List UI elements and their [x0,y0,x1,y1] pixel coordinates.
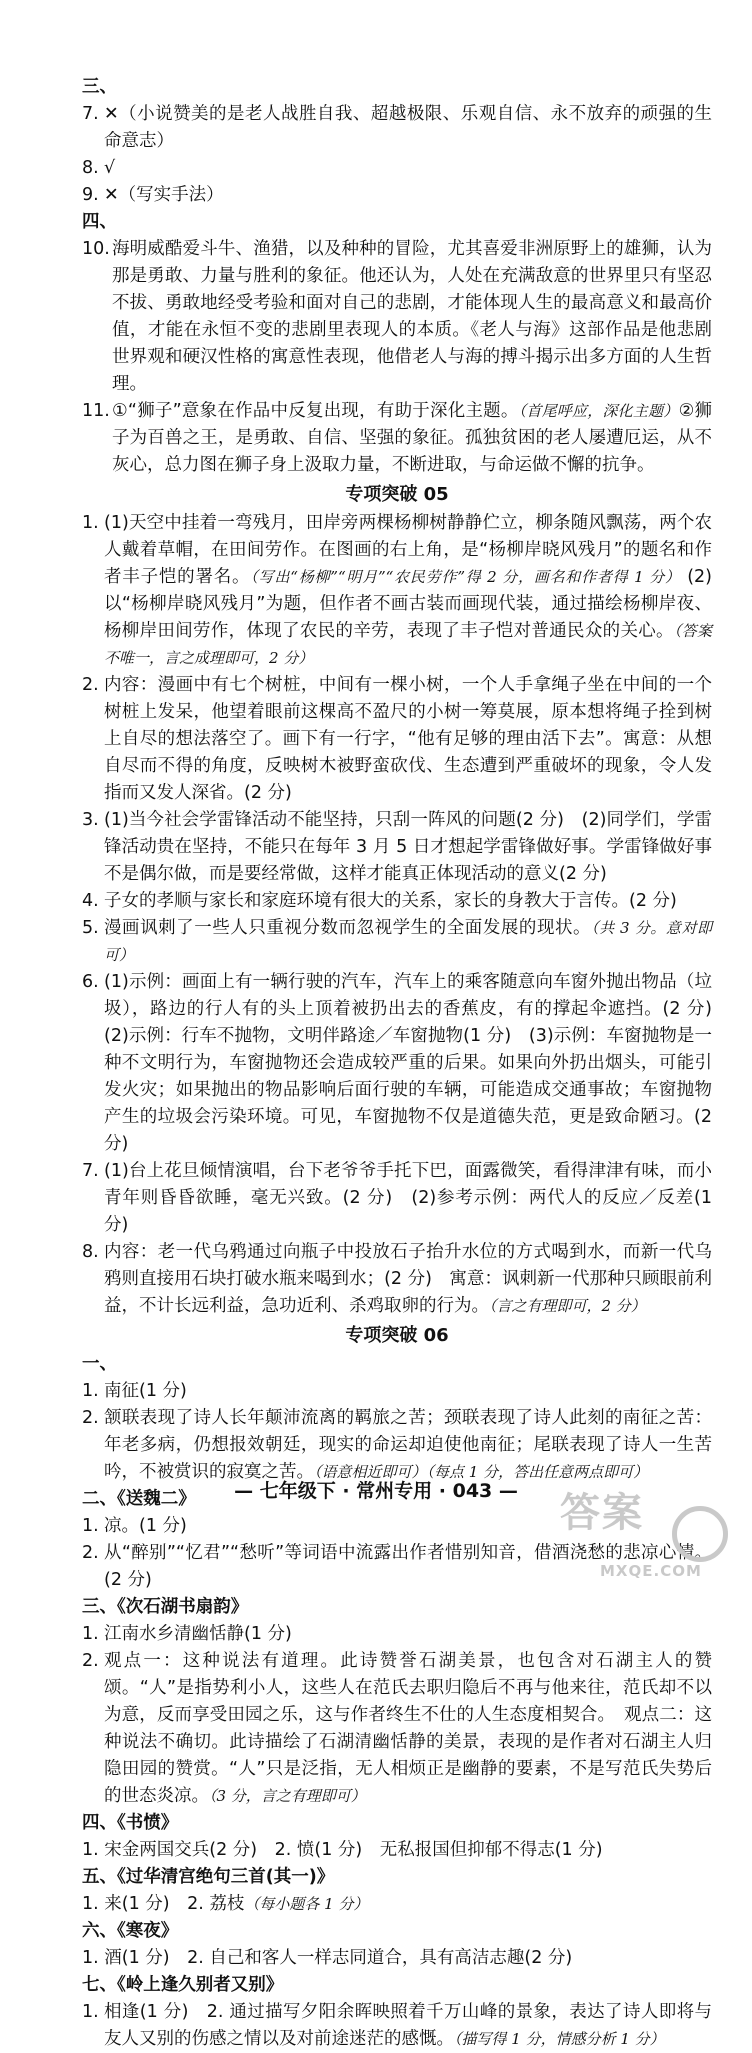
section-heading: 三、《次石湖书扇韵》 [82,1597,249,1617]
answer-item [82,510,712,672]
answer-item [82,1999,712,2053]
item-number: 5. [82,918,99,938]
scoring-note: （描写得 1 分，情感分析 1 分） [454,2030,665,2048]
answer-item [82,1621,712,1648]
item-text: 1. 来(1 分) 2. 荔枝 [82,1894,245,1914]
item-text: (1)天空中挂着一弯残月，田岸旁两棵杨柳树静静伫立，柳条随风飘荡，两个农人戴着草帽，在田间劳作。在图画的右上角，是“杨柳岸晓风残月”的题名和作者丰子恺的署名。 [104,513,712,587]
item-text: 子女的孝顺与家长和家庭环境有很大的关系，家长的身教大于言传。(2 分) [104,891,677,911]
item-number: 3. [82,810,99,830]
item-text: 从“醉别”“忆君”“愁听”等词语中流露出作者惜别知音，借酒浇愁的悲凉心情。(2 分) [104,1543,712,1590]
item-text: 漫画讽刺了一些人只重视分数而忽视学生的全面发展的现状。 [104,918,592,938]
scoring-note: （共 3 分。意对即可） [104,919,712,964]
item-text: (1)示例：画面上有一辆行驶的汽车，汽车上的乘客随意向车窗外抛出物品（垃圾），路边的行人有的头上顶着被扔出去的香蕉皮，有的撑起伞遮挡。(2 分) (2)示例：行车不抛物，文明伴路途／车窗抛物(1 分) (3)示例：车窗抛物是一种不文明行为，车窗抛物还会造成较严重的后果。如果向外扔出烟头，可能引发火灾；如果抛出的物品影响后面行驶的车辆，可能造成交通事故；车窗抛物产生的垃圾会污染环境。可见，车窗抛物不仅是道德失范，更是致命陋习。(2 分) [104,972,730,1154]
item-number: 2. [82,1408,99,1428]
item-text: ①“狮子”意象在作品中反复出现，有助于深化主题。 [112,401,519,421]
item-number: 4. [82,891,99,911]
scoring-note: （语意相近即可）（每点 1 分，答出任意两点即可） [314,1463,649,1481]
item-text: 颔联表现了诗人长年颠沛流离的羁旅之苦；颈联表现了诗人此刻的南征之苦：年老多病，仍想报效朝廷，现实的命运却迫使他南征；尾联表现了诗人一生苦吟，不被赏识的寂寞之苦。 [104,1408,712,1482]
item-number: 7. [82,1161,99,1181]
scoring-note: （言之有理即可，2 分） [489,1297,646,1315]
answer-item [82,398,712,479]
answer-line: 1. 宋金两国交兵(2 分) 2. 愤(1 分) 无私报国但抑郁不得志(1 分) [82,1840,603,1860]
answer-item [82,807,712,888]
item-number: 6. [82,972,99,992]
scoring-note: （写出“杨柳”“明月”“农民劳作”得 2 分，画名和作者得 1 分） [250,568,681,586]
item-text: 海明威酷爱斗牛、渔猎，以及种种的冒险，尤其喜爱非洲原野上的雄狮，认为那是勇敢、力量与胜利的象征。他还认为，人处在充满敌意的世界里只有坚忍不拔、勇敢地经受考验和面对自己的悲剧，才能体现人生的最高意义和最高价值，才能在永恒不变的悲剧里表现人的本质。《老人与海》这部作品是他悲剧世界观和硬汉性格的寓意性表现，他借老人与海的搏斗揭示出多方面的人生哲理。 [112,239,712,394]
item-number: 1. [82,1381,99,1401]
answer-item [82,155,712,182]
answer-item [82,1239,712,1320]
section-heading: 二、《送魏二》 [82,1489,196,1509]
answer-line: 1. 酒(1 分) 2. 自己和客人一样志同道合，具有高洁志趣(2 分) [82,1948,573,1968]
item-text: (2)以“杨柳岸晓风残月”为题，但作者不画古装而画现代装，通过描绘杨柳岸夜、杨柳岸田间劳作，体现了农民的辛劳，表现了丰子恺对普通民众的关心。 [104,567,712,641]
item-number: 9. [82,185,99,205]
section-heading: 五、《过华清宫绝句三首(其一)》 [82,1867,335,1887]
section-title: 专项突破 05 [345,484,449,505]
item-number: 11. [82,401,110,421]
section-heading: 七、《岭上逢久别者又别》 [82,1975,284,1995]
item-text: (1)台上花旦倾情演唱，台下老爷爷手托下巴，面露微笑，看得津津有味，而小青年则昏昏欲睡，毫无兴致。(2 分) (2)参考示例：两代人的反应／反差(1 分) [104,1161,712,1235]
answer-item [82,969,730,1158]
item-number: 10. [82,239,110,259]
page-footer: — 七年级下 · 常州专用 · 043 — [234,1480,518,1502]
item-number: 1. [82,1624,99,1644]
section-title: 专项突破 06 [345,1325,449,1346]
item-text: 内容：老一代乌鸦通过向瓶子中投放石子抬升水位的方式喝到水，而新一代乌鸦则直接用石块打破水瓶来喝到水；(2 分) 寓意：讽刺新一代那种只顾眼前利益，不计长远利益，急功近利、杀鸡取卵的行为。 [104,1242,712,1316]
item-text: 相逢(1 分) 2. 通过描写夕阳余晖映照着千万山峰的景象，表达了诗人即将与友人又别的伤感之情以及对前途迷茫的感慨。 [104,2002,712,2049]
scoring-note: （首尾呼应，深化主题） [518,402,679,420]
watermark-ring-icon [672,1506,728,1562]
answer-item [82,672,712,807]
section-heading: 一、 [82,1354,117,1374]
item-number: 2. [82,1543,99,1563]
item-text: 凉。(1 分) [104,1516,187,1536]
answer-item [82,1378,712,1405]
scoring-note: （每小题各 1 分） [244,1895,369,1913]
answer-item [82,101,712,155]
section-heading: 六、《寒夜》 [82,1921,179,1941]
item-number: 1. [82,513,99,533]
item-text: √ [104,158,116,178]
item-text: 江南水乡清幽恬静(1 分) [104,1624,292,1644]
item-number: 2. [82,1651,99,1671]
item-number: 1. [82,2002,99,2022]
item-number: 8. [82,158,99,178]
item-number: 7. [82,104,99,124]
item-text: ②狮子为百兽之王，是勇敢、自信、坚强的象征。孤独贫困的老人屡遭厄运，从不灰心，总力图在狮子身上汲取力量，不断进取，与命运做不懈的抗争。 [112,401,712,475]
item-text: 观点一：这种说法有道理。此诗赞誉石湖美景，也包含对石湖主人的赞颂。“人”是指势利小人，这些人在范氏去职归隐后不再与他来往，范氏却不以为意，反而享受田园之乐，这与作者终生不仕的人生态度相契合。 观点二：这种说法不确切。此诗描绘了石湖清幽恬静的美景，表现的是作者对石湖主人归隐田园的赞赏。“人”只是泛指，无人相烦正是幽静的要素，不是写范氏失势后的世态炎凉。 [104,1651,712,1806]
section-heading: 四、《书愤》 [82,1813,179,1833]
item-text: 南征(1 分) [104,1381,187,1401]
section-heading: 三、 [82,77,117,97]
watermark-logo [560,1490,740,1590]
answer-item [82,1405,712,1486]
scoring-note: （答案不唯一，言之成理即可，2 分） [104,622,712,667]
section-heading: 四、 [82,212,117,232]
answer-item [82,182,712,209]
item-number: 8. [82,1242,99,1262]
item-number: 1. [82,1516,99,1536]
item-text: 内容：漫画中有七个树桩，中间有一棵小树，一个人手拿绳子坐在中间的一个树桩上发呆，他望着眼前这棵高不盈尺的小树一筹莫展，原本想将绳子拴到树上自尽的想法落空了。画下有一行字，“他有足够的理由活下去”。寓意：从想自尽而不得的角度，反映树木被野蛮砍伐、生态遭到严重破坏的现象，令人发指而又发人深省。(2 分) [104,675,712,803]
answer-line [82,1891,712,1918]
item-text: ✕（写实手法） [104,185,224,205]
scoring-note: （3 分，言之有理即可） [209,1787,366,1805]
item-text: ✕（小说赞美的是老人战胜自我、超越极限、乐观自信、永不放弃的顽强的生命意志） [104,104,712,151]
watermark-url: MXQE.COM [600,1562,702,1580]
item-text: (1)当今社会学雷锋活动不能坚持，只刮一阵风的问题(2 分) (2)同学们，学雷锋活动贵在坚持，不能只在每年 3 月 5 日才想起学雷锋做好事。学雷锋做好事不是偶尔做，而是要经常做，这样才能真正体现活动的意义(2 分) [104,810,712,884]
item-number: 2. [82,675,99,695]
answer-item [82,236,712,398]
answer-item [82,1158,712,1239]
answer-page [82,74,730,2053]
answer-item [82,915,712,969]
answer-item [82,888,712,915]
watermark-text: 答案 [560,1490,644,1536]
answer-item [82,1648,712,1810]
